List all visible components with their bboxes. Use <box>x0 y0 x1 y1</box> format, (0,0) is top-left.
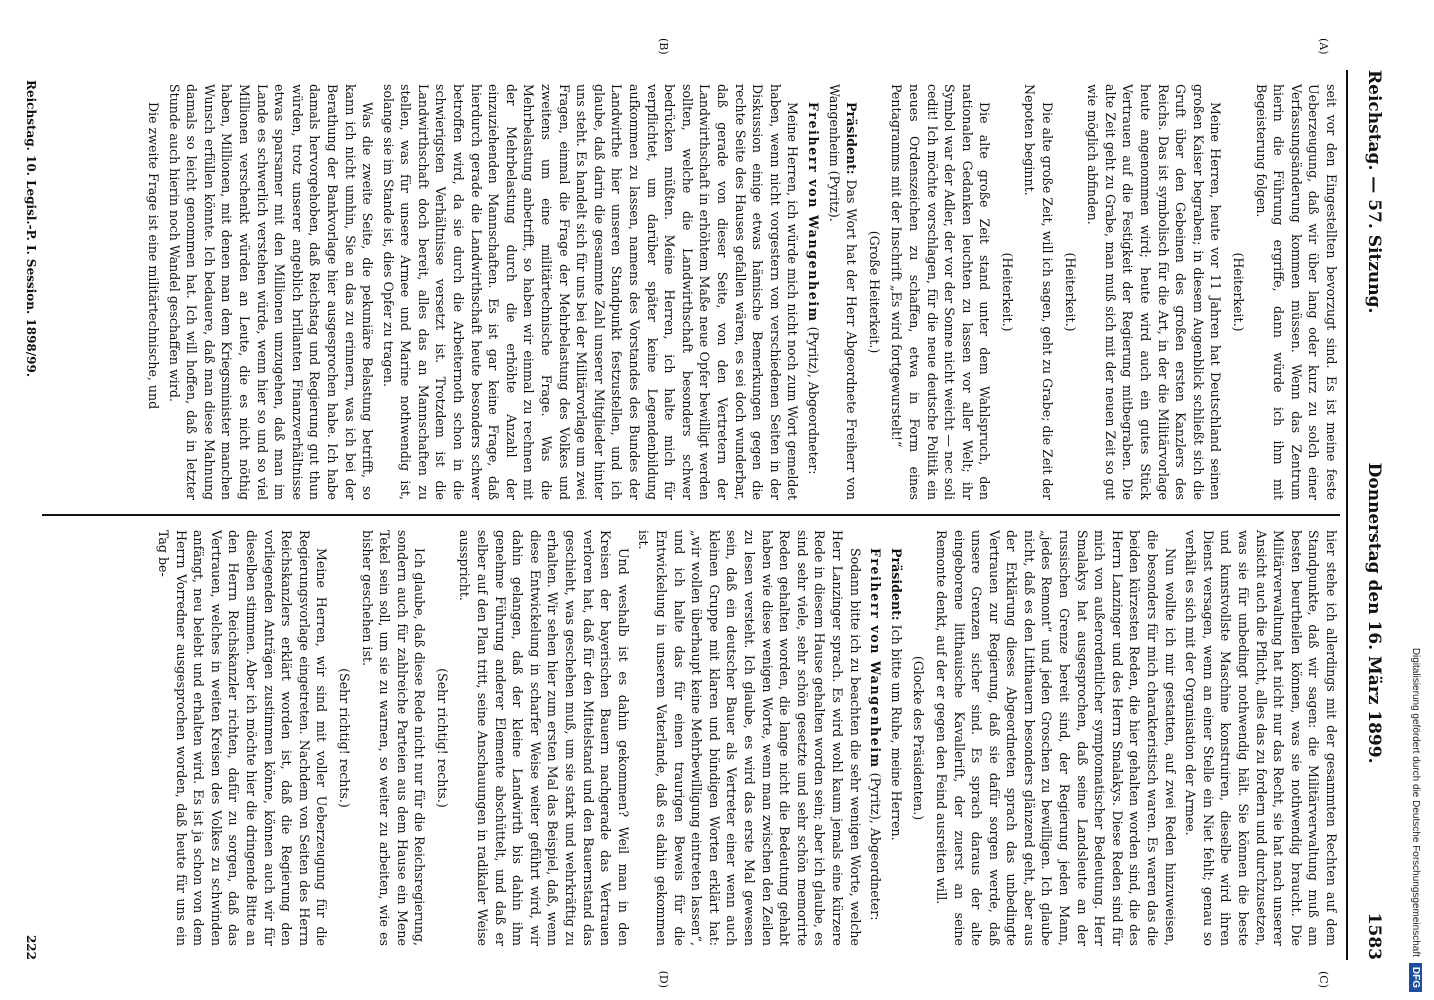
speaker-line <box>867 530 885 946</box>
speaker-name: Freiherr von Wangenheim <box>805 102 821 323</box>
header-session: Reichstag. — 57. Sitzung. <box>1364 70 1384 314</box>
speaker-name: Freiherr von Wangenheim <box>868 548 884 769</box>
paragraph: seit vor den Eingestellten bevorzugt sind. Es ist meine feste Ueberzeugung, daß wir über lang oder kurz zu solch einer Verfassungsänderung kommen müssen. Wenn das Zentrum hierin die Führung ergriffe, dann würde ich ihm mit Begeisterung folgen. <box>1253 84 1339 500</box>
header-rule <box>1346 70 1348 960</box>
stage-direction: (Heiterkeit.) <box>1231 252 1247 332</box>
speaker-label: Präsident: <box>844 102 860 175</box>
speaker-role: (Pyritz), Abgeordneter: <box>805 326 821 475</box>
header-date: Donnerstag den 16. März 1899. <box>1364 462 1384 764</box>
stage-direction: (Glocke des Präsidenten.) <box>911 655 927 821</box>
page-number: 1583 <box>1364 912 1384 960</box>
margin-letter-d: (D) <box>657 970 670 988</box>
page-footer <box>24 80 38 960</box>
paragraph: Ich glaube, daß diese Rede nicht nur für die Reichsregierung, sondern auch für zahlreiche Parteien aus dem Hause ein Mene Tekel sein soll, um sie zu warnen, so weiter zu arbeiten, wie es bisher geschehen ist. <box>359 530 428 946</box>
paragraph: Sodann bitte ich zu beachten die sehr wenigen Worte, welche Herr Lanzinger sprach. Es wird wohl kaum jemals eine kürzere Rede in diesem Hause gehalten worden sein; aber ich glaube, es sind sehr viele, sehr schön gesetzte und sehr schön memorirte Reden gehalten worden, die lange nicht die Bedeutung gehabt haben wie diese wenigen Worte, wenn man zwischen den Zeilen zu lesen versteht. Ich glaube, es wird das erste Mal gewesen sein, daß ein deutscher Bauer als Vertreter einer wenn auch kleinen Gruppe mit klaren und bündigen Worten erklärt hat: „wir wollen überhaupt keine Mehrbewilligung eintreten lassen“, und ich halte das für einen traurigen Beweis für die Entwickelung in unserem Vaterlande, daß es dahin gekommen ist. <box>636 530 863 946</box>
column-left <box>42 70 1340 514</box>
president-statement <box>825 84 860 500</box>
stage-direction: (Sehr richtig! rechts.) <box>434 668 450 808</box>
paragraph: Und weshalb ist es dahin gekommen? Weil man in den Kreisen der bayerischen Bauern nachgerade das Vertrauen verloren hat, daß für den Mittelstand und den Bauernstand das geschieht, was geschehen muß, um sie stark und wehrkräftig zu erhalten. Wir sehen hier zum ersten Mal das Beispiel, daß, wenn diese Entwickelung in scharfer Weise weiter geführt wird, wir dahin gelangen, daß der kleine Landwirth bis dahin ihm genehme Führung anderer Elemente abschüttelt, und daß er selber auf den Plan tritt, seine Anschauungen in radikaler Weise ausspricht. <box>457 530 631 946</box>
paragraph: Die zweite Frage ist eine militärtechnische, und <box>146 102 161 410</box>
paragraph: Nun wollte ich mir gestatten, auf zwei Reden hinzuweisen, die besonders für mich charakteristisch waren. Es waren das die beiden kürzesten Reden, die hier gehalten worden sind, die des Herrn Lanzinger und des Herrn Smalakys. Diese Reden sind für mich von außerordentlicher symptomatischer Bedeutung. Herr Smalakys hat ausgesprochen, daß seine Landsleute an der russischen Grenze bereit sind, der Regierung jeden Mann, „jedes Remont“ und jeden Groschen zu bewilligen. Ich glaube nicht, daß es den Litthauern besonders glänzend geht, aber aus der Erklärung dieses Abgeordneten sprach das unbedingte Vertrauen zur Regierung, daß sie dafür sorgen werde, daß unsere Grenzen sicher sind. Es sprach daraus der alte eingeborene litthauische Kavalleriſt, der zuerst an seine Remonte denkt, auf der er gegen den Feind ausreiten will. <box>933 530 1178 946</box>
paragraph: Meine Herren, wir sind mit voller Ueberzeugung für die Regierungsvorlage eingetreten. Nachdem von Seiten des Herrn Reichskanzlers erklärt worden ist, daß die Regierung den vorliegenden Anträgen zustimmen könne, können auch wir für dieselben stimmen. Aber ich möchte hier die dringende Bitte an den Herrn Reichskanzler richten, dafür zu sorgen, daß das Vertrauen, welches in weiten Kreisen des Volkes zu schwinden anfängt, neu belebt und erhalten wird. Es ist ja schon von dem Herrn Vorredner ausgesprochen worden, daß heute für uns ein Tag be- <box>156 530 330 946</box>
margin-letter-b: (B) <box>657 38 670 55</box>
footer-session: Reichstag. 10. Legisl.-P. I. Session. 1898/99. <box>24 80 38 378</box>
dfg-logo: DFG <box>1410 963 1423 992</box>
paragraph: Meine Herren, heute vor 11 Jahren hat Deutschland seinen großen Kaiser begraben; in diesem Augenblick schließt sich die Gruft über den Gebeinen des großen ersten Kanzlers des Reichs. Das ist symbolisch für die Art, in der die Militärvorlage heute angenommen wird; heute wird auch ein gutes Stück Vertrauen auf die Festigkeit der Regierung mitbegraben. Die alte Zeit geht zu Grabe, man muß sich mit der neuen Zeit so gut wie möglich abfinden. <box>1085 84 1224 500</box>
page-header <box>1354 70 1394 960</box>
speaker-role: (Pyritz), Abgeordneter: <box>868 772 884 921</box>
statement-text: Das Wort hat der Herr Abgeordnete Freiherr von Wangenheim (Pyritz). <box>826 84 860 500</box>
stage-direction: (Große Heiterkeit.) <box>866 230 882 354</box>
column-right <box>42 516 1340 960</box>
paragraph: Die alte große Zeit stand unter dem Wahlspruch, den nationalen Gedanken leuchten zu lassen vor aller Welt; ihr Symbol war der Adler, der vor der Sonne nicht weicht — nec soli cedit! Ich möchte vorschlagen, für die neue deutsche Politik ein neues Ordenszeichen zu schaffen, etwa in Form eines Pentagramms mit der Inschrift „Es wird fortgewurstelt!“ <box>889 84 993 500</box>
paragraph: Die alte große Zeit, will ich sagen, geht zu Grabe; die Zeit der Nepoten beginnt. <box>1022 84 1056 500</box>
statement-text: Ich bitte um Ruhe, meine Herren. <box>888 624 904 841</box>
paragraph: Meine Herren, ich würde mich nicht noch zum Wort gemeldet haben, wenn nicht vorgestern von verschiedenen Seiten in der Diskussion einige etwas hämische Bemerkungen gegen die rechte Seite des Hauses gefallen wären, es sei doch wunderbar, daß gerade von dieser Seite, von den Vertretern der Landwirthschaft in erhöhtem Maße neue Opfer bewilligt werden sollten, welche die Landwirthschaft besonders schwer bedrücken müßten. Meine Herren, ich halte mich für verpflichtet, um darüber später keine Legendenbildung aufkommen zu lassen, namens des Vorstandes des Bundes der Landwirthe hier unseren Standpunkt festzustellen, und ich glaube, daß darin die gesammte Zahl unserer Mitglieder hinter uns steht. Es handelt sich für uns bei der Militärvorlage um zwei Fragen, einmal die Frage der Mehrbelastung des Volkes und zweitens um eine militärtechnische Frage. Was die Mehrbelastung anbetrifft, so haben wir einmal zu rechnen mit der Mehrbelastung durch die erhöhte Anzahl der einzuziehenden Mannschaften. Es ist gar keine Frage, daß hierdurch gerade die Landwirthschaft heute besonders schwer betroffen wird, da sie durch die Arbeiternoth schon in die schwierigsten Verhältnisse versetzt ist. Trotzdem ist die Landwirthschaft doch bereit, alles das an Mannschaften zu stellen, was für unsere Armee und Marine nothwendig ist, solange sie im Stande ist, dies Opfer zu tragen. <box>380 84 801 500</box>
digitization-credit <box>1404 8 1428 992</box>
stage-direction: (Heiterkeit.) <box>1062 252 1078 332</box>
speaker-label: Präsident: <box>888 548 904 621</box>
text-columns <box>42 70 1340 960</box>
margin-letter-c: (C) <box>1317 971 1330 988</box>
stage-direction: (Heiterkeit.) <box>999 252 1015 332</box>
newspaper-page <box>20 10 1400 990</box>
paragraph: hier stehe ich allerdings mit der gesammten Rechten auf dem Standpunkte, daß wir sagen: die Militärverwaltung muß am besten beurtheilen können, was sie nothwendig braucht. Die Militärverwaltung hat nicht nur das Recht, sie hat nach unserer Ansicht auch die Pflicht, alles das zu fordern und durchzusetzen, was sie für unbedingt nothwendig hält. Sie können die beste und kunstvollste Maschine konstruiren, dieselbe wird ihren Dienst versagen, wenn an einer Stelle ein Niet fehlt; genau so verhält es sich mit der Organisation der Armee. <box>1183 530 1339 946</box>
credit-text: Digitalisierung gefördert durch die Deutsche Forschungsgemeinschaft <box>1410 647 1422 957</box>
stage-direction: (Sehr richtig! rechts.) <box>336 668 352 808</box>
paragraph: Was die zweite Seite, die pekuniäre Belastung betrifft, so kann ich nicht umhin, Sie an das zu erinnern, was ich bei der Berathung der Bankvorlage hier ausgesprochen habe. Ich habe damals hervorgehoben, daß Reichstag und Regierung gut thun würden, trotz unserer angeblich brillanten Finanzverhältnisse etwas sparsamer mit den Millionen umzugehen, daß man im Lande es schwerlich verstehen würde, wenn hier so und so viel Millionen verschenkt würden an Leute, die es nicht nöthig haben, Millionen, mit denen man dem Kriegsminister manchen Wunsch erfüllen könnte. Ich bedauere, daß man diese Mahnung damals so leicht genommen hat. Ich will hoffen, daß in letzter Stunde auch hierin noch Wandel geschaffen wird. <box>166 84 376 500</box>
rotated-page-frame <box>20 10 1400 990</box>
sheet-number: 222 <box>24 934 38 960</box>
margin-letter-a: (A) <box>1317 38 1330 55</box>
speaker-line <box>804 84 822 500</box>
president-statement <box>887 530 905 946</box>
